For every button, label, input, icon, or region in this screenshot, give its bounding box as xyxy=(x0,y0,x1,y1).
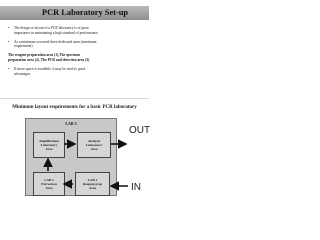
slide-title: PCR Laboratory Set-up xyxy=(42,8,129,17)
note-line-1: • If more space is available, it may be used to good xyxy=(8,67,142,72)
note-line-2: advantages. xyxy=(14,71,31,76)
diagram-heading: Minimum layout requirements for a basic PCR laboratory xyxy=(12,105,137,110)
analysis-area: Analysis Laboratory Area xyxy=(77,132,111,158)
flow-arrows xyxy=(0,0,149,198)
bold-line-2: preparation area (2). The PCR and detection area (3) xyxy=(8,57,90,62)
bold-line-1: The reagent preparation area (1),The specimen xyxy=(8,53,81,58)
lab-1-reagent-area: LAB 1 Reagent prep Area xyxy=(75,172,110,196)
lab-2-extraction-area: LAB 2 Extraction Area xyxy=(33,172,65,196)
bullet-item-1-cont: importance in maintaining a high standard of performance. xyxy=(14,30,99,35)
out-label: OUT xyxy=(129,125,151,136)
lab-3-title: LAB 3 xyxy=(65,121,77,126)
bullet-item-1: • The design or layout of a PCR laboratory is of great xyxy=(8,26,142,31)
amplification-area: Amplification Laboratory Area xyxy=(33,132,65,158)
in-label: IN xyxy=(131,182,141,193)
bullet-item-2: • As a minimum you need three dedicated areas (minimum xyxy=(8,40,142,45)
bullet-item-2-cont: requirement) xyxy=(14,44,33,49)
